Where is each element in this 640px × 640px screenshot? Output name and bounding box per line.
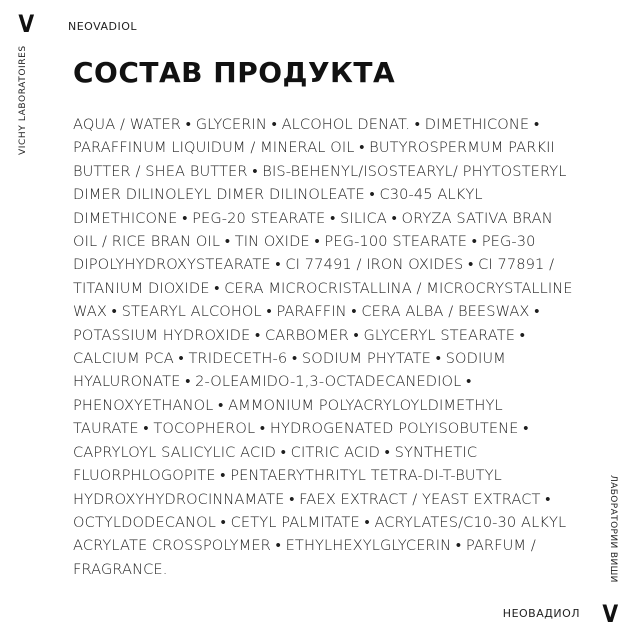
vertical-brand-left [18,45,32,155]
vertical-brand-right [606,475,620,585]
vertical-brand-right-text: ЛАБОРАТОРИИ ВИШИ [608,475,618,583]
vichy-logo-top: V [18,10,35,38]
brand-name-bottom: НЕОВАДИОЛ [502,607,580,620]
page-title: СОСТАВ ПРОДУКТА [73,56,396,89]
ingredients-list: AQUA / WATER • GLYCERIN • ALCOHOL DENAT. • DIMETHICONE • PARAFFINUM LIQUIDUM / MINERAL OIL • BUTYROSPERMUM PARKII BUTTER / SHEA BUTTER • BIS-BEHENYL/ISOSTEARYL/ PHYTOSTERYL DIMER DILINOLEYL DIMER DILINOLEATE • C30-45 ALKYL DIMETHICONE • PEG-20 STEARATE • SILICA • ORYZA SATIVA BRAN OIL / RICE BRAN OIL • TIN OXIDE • PEG-100 STEARATE • PEG-30 DIPOLYHYDROXYSTEARATE • CI 77491 / IRON OXIDES • CI 77891 / TITANIUM DIOXIDE • CERA MICROCRISTALLINA / MICROCRYSTALLINE WAX • STEARYL ALCOHOL • PARAFFIN • CERA ALBA / BEESWAX • POTASSIUM HYDROXIDE • CARBOMER • GLYCERYL STEARATE • CALCIUM PCA • TRIDECETH-6 • SODIUM PHYTATE • SODIUM HYALURONATE • 2-OLEAMIDO-1,3-OCTADECANEDIOL • PHENOXYETHANOL • AMMONIUM POLYACRYLOYLDIMETHYL TAURATE • TOCOPHEROL • HYDROGENATED POLYISOBUTENE • CAPRYLOYL SALICYLIC ACID • CITRIC ACID • SYNTHETIC FLUORPHLOGOPITE • PENTAERYTHRITYL TETRA-DI-T-BUTYL HYDROXYHYDROCINNAMATE • FAEX EXTRACT / YEAST EXTRACT • OCTYLDODECANOL • CETYL PALMITATE • ACRYLATES/C10-30 ALKYL ACRYLATE CROSSPOLYMER • ETHYLHEXYLGLYCERIN • PARFUM / FRAGRANCE. [73,116,573,578]
vertical-brand-left-text: VICHY LABORATOIRES [18,45,28,155]
vichy-logo-bottom: V [602,600,619,628]
brand-name-top: NEOVADIOL [68,20,137,33]
